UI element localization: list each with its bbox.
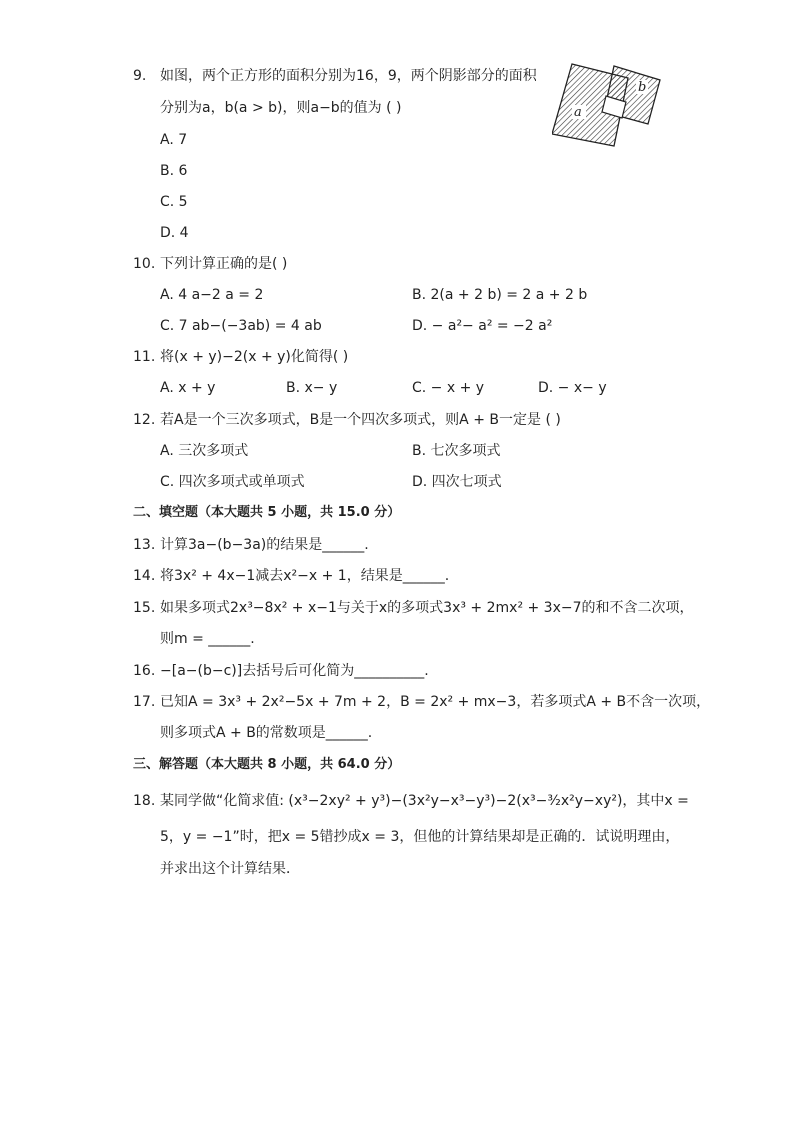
q12-option-c: C. 四次多项式或单项式 [160,474,305,490]
q17-number: 17. [133,694,156,710]
q9-option-c: C. 5 [160,194,188,210]
q9-option-b: B. 6 [160,163,188,179]
q17-line2: 则多项式A + B的常数项是______. [160,725,373,741]
q13-text: 计算3a−(b−3a)的结果是______. [160,537,369,553]
q11-option-d: D. − x− y [538,380,607,396]
q11-stem: 将(x + y)−2(x + y)化简得( ) [160,349,349,365]
q18-number: 18. [133,793,156,809]
q12-number: 12. [133,412,156,428]
q12-option-b: B. 七次多项式 [412,443,501,459]
q16-number: 16. [133,663,156,679]
q14-number: 14. [133,568,156,584]
q9-stem-line2: 分别为a，b(a > b)，则a−b的值为 ( ) [160,100,402,116]
q9-number: 9. [133,68,147,84]
q16-text: −[a−(b−c)]去括号后可化简为__________. [160,663,429,679]
q11-number: 11. [133,349,156,365]
q12-option-a: A. 三次多项式 [160,443,249,459]
q18-line3: 并求出这个计算结果． [160,861,300,877]
q10-option-a: A. 4 a−2 a = 2 [160,287,264,303]
q15-line2: 则m = ______. [160,631,255,647]
q10-option-c: C. 7 ab−(−3ab) = 4 ab [160,318,322,334]
q10-stem: 下列计算正确的是( ) [160,256,288,272]
q9-stem-line1: 如图，两个正方形的面积分别为16，9，两个阴影部分的面积 [160,68,537,84]
section-solution-heading: 三、解答题（本大题共 8 小题，共 64.0 分） [133,757,401,772]
q11-option-a: A. x + y [160,380,216,396]
q9-option-d: D. 4 [160,225,189,241]
section-fill-in-heading: 二、填空题（本大题共 5 小题，共 15.0 分） [133,505,401,520]
q12-stem: 若A是一个三次多项式，B是一个四次多项式，则A + B一定是 ( ) [160,412,561,428]
q10-option-d: D. − a²− a² = −2 a² [412,318,553,334]
q15-line1: 如果多项式2x³−8x² + x−1与关于x的多项式3x³ + 2mx² + 3x−7的和不含二次项， [160,600,694,616]
q9-option-a: A. 7 [160,132,188,148]
q15-number: 15. [133,600,156,616]
q18-line1: 某同学做“化简求值: (x³−2xy² + y³)−(3x²y−x³−y³)−2(x³−³⁄₂x²y−xy²)，其中x = [160,793,689,809]
q11-option-c: C. − x + y [412,380,485,396]
q10-number: 10. [133,256,156,272]
label-b: b [638,80,647,95]
label-a: a [574,105,582,120]
q13-number: 13. [133,537,156,553]
overlapping-squares-figure [552,60,662,150]
q14-text: 将3x² + 4x−1减去x²−x + 1，结果是______. [160,568,450,584]
q10-option-b: B. 2(a + 2 b) = 2 a + 2 b [412,287,588,303]
q17-line1: 已知A = 3x³ + 2x²−5x + 7m + 2，B = 2x² + mx−3，若多项式A + B不含一次项， [160,694,711,710]
q11-option-b: B. x− y [286,380,338,396]
q18-line2: 5，y = −1”时，把x = 5错抄成x = 3，但他的计算结果却是正确的．试说明理由， [160,829,680,845]
q12-option-d: D. 四次七项式 [412,474,502,490]
